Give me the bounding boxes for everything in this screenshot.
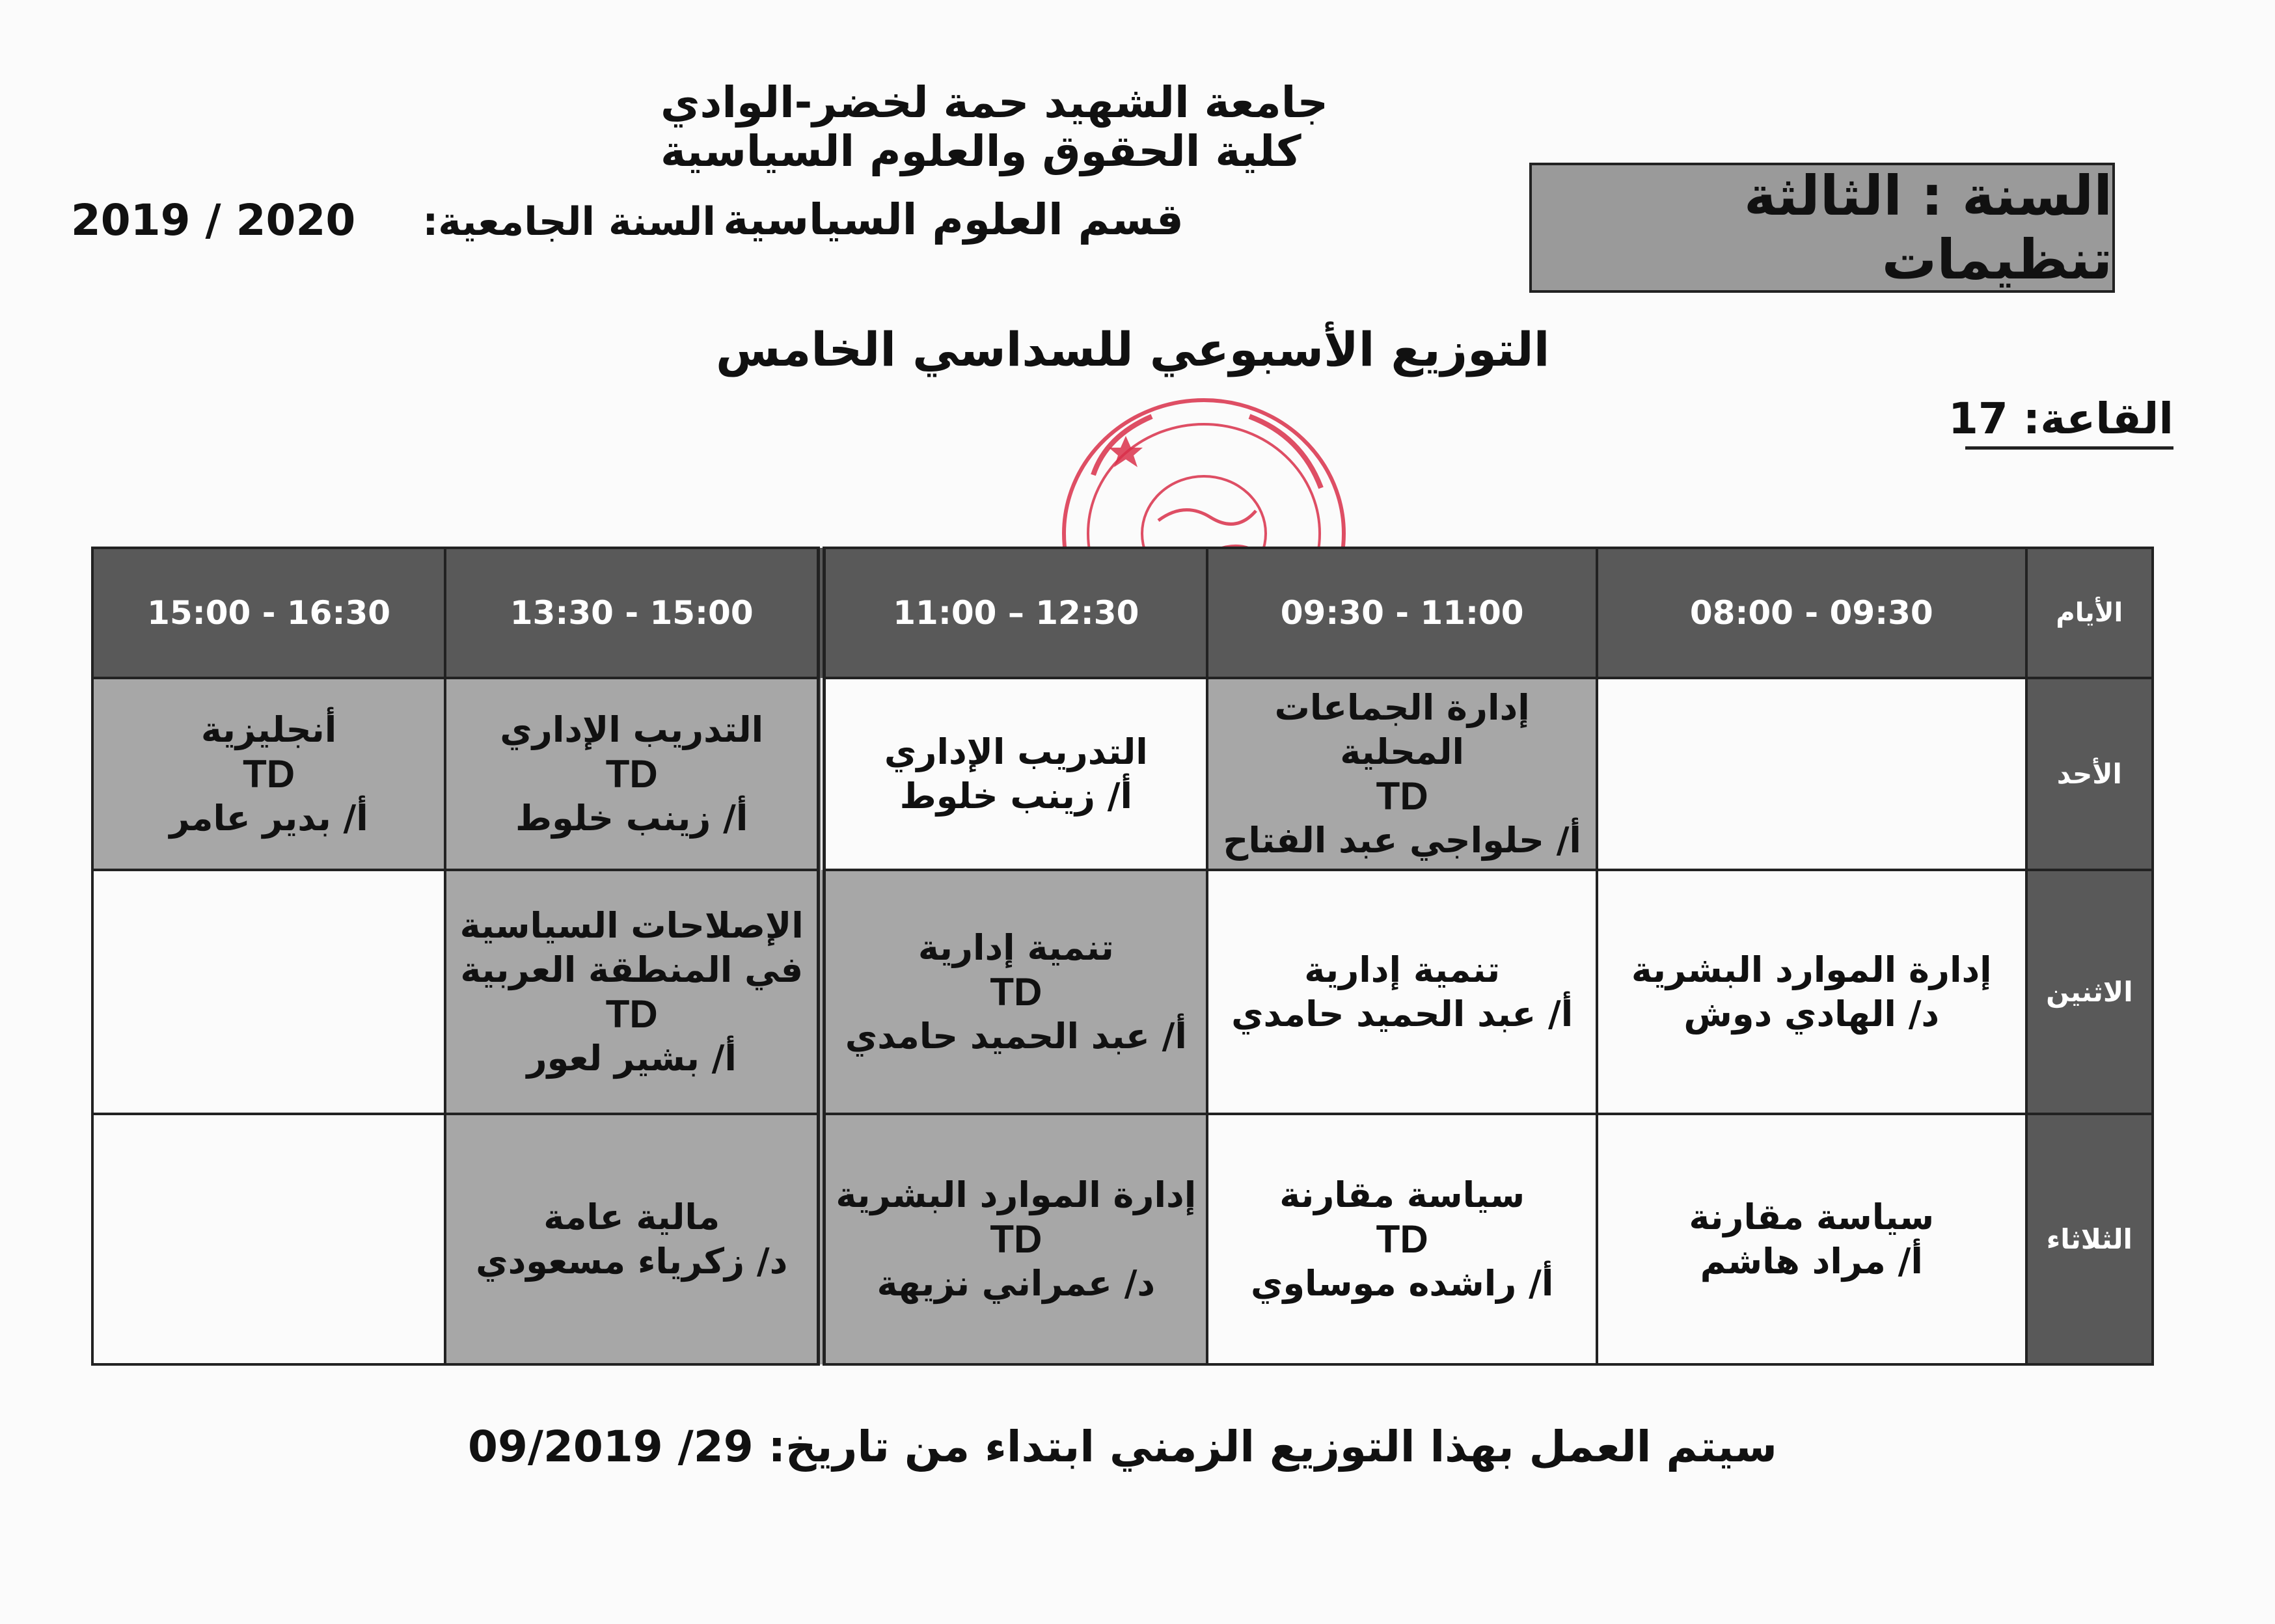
schedule-cell	[92, 1114, 445, 1364]
slot-time-5: 15:00 - 16:30	[147, 594, 391, 632]
faculty-name: كلية الحقوق والعلوم السياسية	[661, 126, 1301, 176]
schedule-cell	[92, 678, 445, 870]
course-title: إدارة الموارد البشرية	[1631, 949, 1992, 990]
course-title: إدارة الجماعات المحلية	[1274, 686, 1530, 772]
course-type: TD	[1376, 1217, 1428, 1261]
schedule-cell	[1207, 1114, 1596, 1364]
course-teacher: أ/ زينب خلوط	[515, 797, 748, 839]
academic-year-value: 2019 / 2020	[70, 195, 356, 245]
table-row	[92, 1114, 2153, 1364]
course-title: سياسة مقارنة	[1279, 1174, 1525, 1215]
schedule-cell	[92, 870, 445, 1114]
schedule-cell	[445, 870, 821, 1114]
schedule-cell	[821, 1114, 1207, 1364]
schedule-cell	[1597, 870, 2026, 1114]
course-type: TD	[1376, 774, 1428, 818]
slot-header-2	[1207, 548, 1596, 678]
weekly-timetable	[91, 547, 2154, 1366]
schedule-cell	[445, 1114, 821, 1364]
course-type: TD	[990, 969, 1042, 1014]
course-title: أنجليزية	[200, 709, 337, 750]
course-title: تنمية إدارية	[918, 927, 1114, 968]
course-teacher: د/ عمراني نزيهة	[877, 1262, 1156, 1304]
department-name: قسم العلوم السياسية	[723, 195, 1184, 245]
days-header: الأيام	[2026, 548, 2153, 678]
course-type: TD	[605, 751, 658, 796]
schedule-cell	[445, 678, 821, 870]
schedule-cell	[821, 870, 1207, 1114]
page-title: التوزيع الأسبوعي للسداسي الخامس	[716, 322, 1550, 377]
slot-header-1	[1597, 548, 2026, 678]
level-label: السنة : الثالثة تنظيمات	[1743, 164, 2112, 291]
course-type: TD	[605, 992, 658, 1036]
course-title: التدريب الإداري	[500, 709, 764, 750]
course-teacher: د/ الهادي دوش	[1683, 993, 1940, 1035]
course-teacher: أ/ عبد الحميد حامدي	[1231, 993, 1573, 1035]
course-teacher: أ/ حلواجي عبد الفتاح	[1223, 819, 1581, 861]
day-label: الأحد	[2026, 678, 2153, 870]
course-teacher: أ/ زينب خلوط	[899, 775, 1132, 817]
course-title: سياسة مقارنة	[1689, 1196, 1935, 1238]
level-box	[1529, 163, 2115, 293]
day-label: الثلاثاء	[2026, 1114, 2153, 1364]
slot-time-3: 11:00 – 12:30	[893, 594, 1139, 632]
schedule-cell	[1207, 678, 1596, 870]
course-title: الإصلاحات السياسية في المنطقة العربية	[459, 904, 804, 990]
footer-note: سيتم العمل بهذا التوزيع الزمني ابتداء من تاريخ: 29/ 09/2019	[468, 1422, 1777, 1472]
course-teacher: أ/ عبد الحميد حامدي	[845, 1015, 1187, 1057]
course-type: TD	[243, 751, 295, 796]
course-type: TD	[990, 1217, 1042, 1261]
academic-year	[70, 195, 716, 245]
slot-time-2: 09:30 - 11:00	[1280, 594, 1524, 632]
course-teacher: أ/ مراد هاشم	[1700, 1240, 1923, 1282]
university-name: جامعة الشهيد حمة لخضر-الوادي	[661, 77, 1329, 128]
schedule-cell	[821, 678, 1207, 870]
course-title: التدريب الإداري	[884, 731, 1148, 772]
schedule-cell	[1597, 678, 2026, 870]
slot-time-1: 08:00 - 09:30	[1689, 594, 1933, 632]
schedule-cell	[1207, 870, 1596, 1114]
slot-time-4: 13:30 - 15:00	[510, 594, 754, 632]
slot-header-4	[445, 548, 821, 678]
course-title: إدارة الموارد البشرية	[836, 1174, 1197, 1215]
slot-header-5	[92, 548, 445, 678]
academic-year-label: السنة الجامعية:	[422, 199, 716, 245]
course-teacher: أ/ بدير عامر	[169, 797, 368, 839]
day-label: الاثنين	[2026, 870, 2153, 1114]
course-title: تنمية إدارية	[1304, 949, 1501, 990]
course-teacher: أ/ بشير لعور	[526, 1037, 737, 1079]
course-teacher: أ/ راشده موساوي	[1251, 1262, 1554, 1304]
schedule-cell	[1597, 1114, 2026, 1364]
course-title: مالية عامة	[543, 1196, 720, 1238]
table-row	[92, 870, 2153, 1114]
slot-header-3	[821, 548, 1207, 678]
table-row	[92, 678, 2153, 870]
course-teacher: د/ زكرياء مسعودي	[476, 1240, 788, 1282]
header-row	[92, 548, 2153, 678]
room-label: القاعة: 17	[1965, 394, 2173, 450]
